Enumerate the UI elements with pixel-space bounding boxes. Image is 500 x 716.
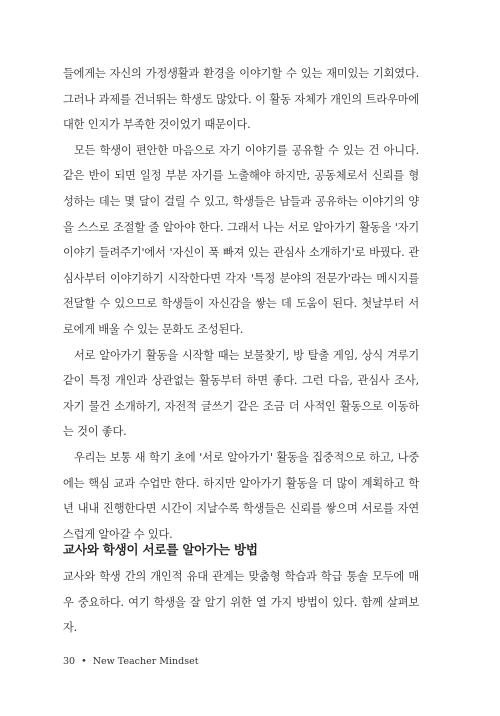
section-heading: 교사와 학생이 서로를 알아가는 방법 bbox=[63, 542, 258, 557]
footer-separator: • bbox=[81, 656, 87, 667]
paragraph-3: 서로 알아가기 활동을 시작할 때는 보물찾기, 방 탈출 게임, 상식 겨루기같이 특정 개인과 상관없는 활동부터 하면 좋다. 그런 다음, 관심사 조사, 자기 물건 소개하기, 자전적 글쓰기 같은 조금 더 사적인 활동으로 이동하는 것이 좋다. bbox=[63, 348, 419, 439]
paragraph-4: 우리는 보통 새 학기 초에 '서로 알아가기' 활동을 집중적으로 하고, 나중에는 핵심 교과 수업만 한다. 하지만 알아가기 활동을 더 많이 계획하고 학년 내내 진행한다면 시간이 지날수록 학생들은 신뢰를 쌓으며 서로를 자연스럽게 알아갈 수 있다. bbox=[63, 450, 419, 541]
page-footer bbox=[63, 656, 199, 667]
section-text bbox=[63, 564, 419, 641]
paragraph-1: 들에게는 자신의 가정생활과 환경을 이야기할 수 있는 재미있는 기회였다. 그러나 과제를 건너뛰는 학생도 많았다. 이 활동 자체가 개인의 트라우마에 대한 인지가 부족한 것이었기 때문이다. bbox=[63, 67, 419, 132]
paragraph-2: 모든 학생이 편안한 마음으로 자기 이야기를 공유할 수 있는 건 아니다. 같은 반이 되면 일정 부분 자기를 노출해야 하지만, 공동체로서 신뢰를 형성하는 데는 몇 달이 걸릴 수 있고, 학생들은 남들과 공유하는 이야기의 양을 스스로 조절할 줄 알아야 한다. 그래서 나는 서로 알아가기 활동을 '자기 이야기 들려주기'에서 '자신이 푹 빠져 있는 관심사 소개하기'로 바꿨다. 관심사부터 이야기하기 시작한다면 각자 '특정 분야의 전문가'라는 메시지를 전달할 수 있으므로 학생들이 자신감을 쌓는 데 도움이 된다. 첫날부터 서로에게 배울 수 있는 문화도 조성된다. bbox=[63, 143, 419, 336]
section-paragraph: 교사와 학생 간의 개인적 유대 관계는 맞춤형 학습과 학급 통솔 모두에 매우 중요하다. 여기 학생을 잘 알기 위한 열 가지 방법이 있다. 함께 살펴보자. bbox=[63, 570, 419, 635]
body-text bbox=[63, 61, 419, 547]
page-number: 30 bbox=[63, 656, 76, 667]
book-title: New Teacher Mindset bbox=[92, 656, 199, 667]
